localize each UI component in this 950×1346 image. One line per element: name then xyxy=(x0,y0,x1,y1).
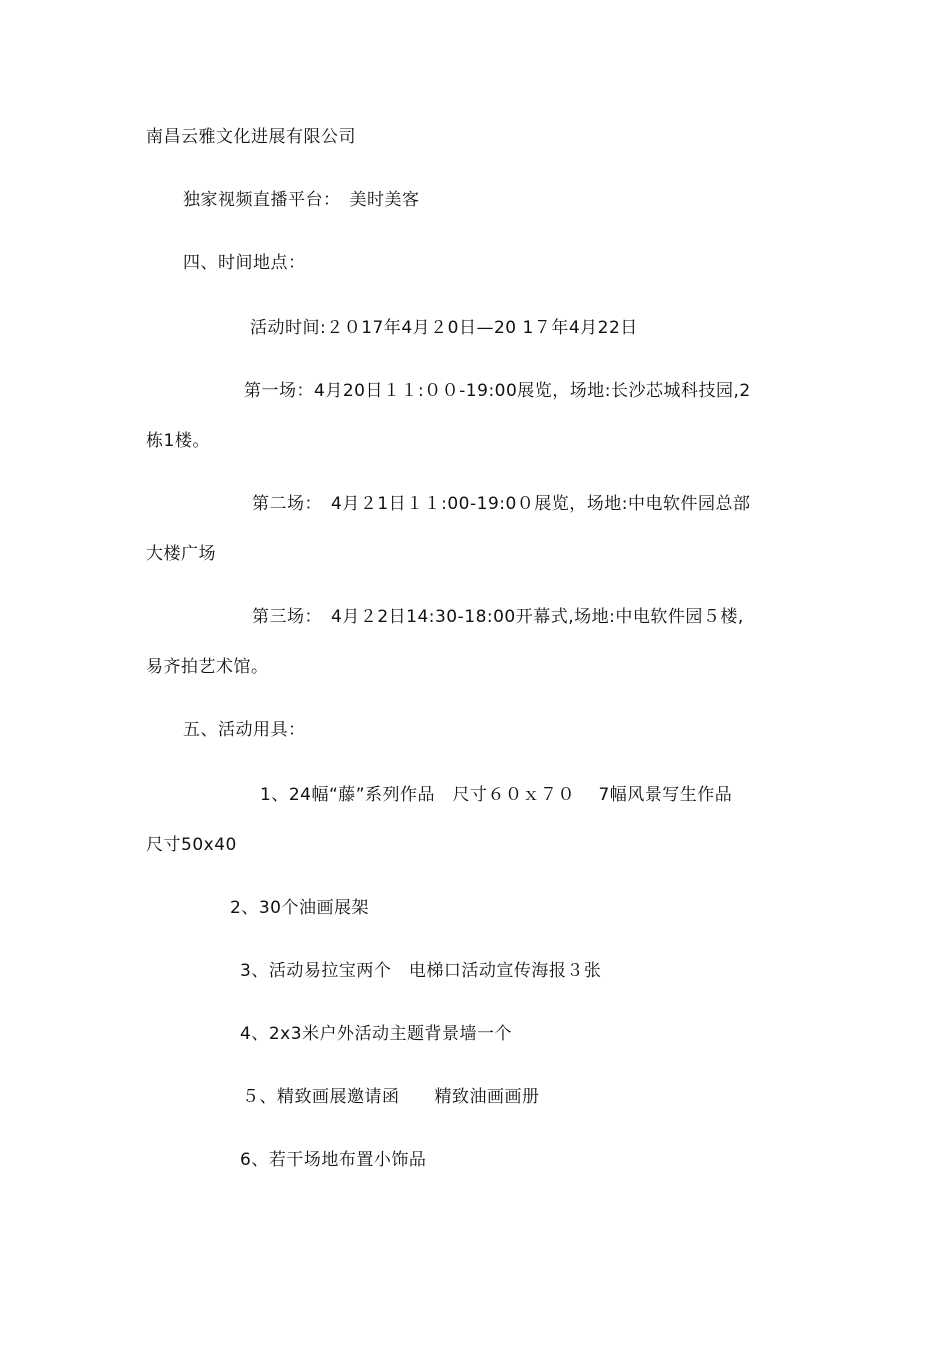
supply-item-5: ５、精致画展邀请函 精致油画画册 xyxy=(242,1087,540,1107)
supply-item-6: 6、若干场地布置小饰品 xyxy=(240,1150,427,1170)
supply-item-2: 2、30个油画展架 xyxy=(230,898,369,918)
session1-line2: 栋1楼。 xyxy=(146,431,210,451)
activity-time: 活动时间:２０17年4月２0日—20 1７年4月22日 xyxy=(250,318,638,338)
session2-line1: 第二场： 4月２1日１１:00-19:0０展览，场地:中电软件园总部 xyxy=(252,494,751,514)
section-heading-supplies: 五、活动用具： xyxy=(183,720,306,740)
supply-item-3: 3、活动易拉宝两个 电梯口活动宣传海报３张 xyxy=(240,961,602,981)
session3-line1: 第三场： 4月２2日14:30-18:00开幕式,场地:中电软件园５楼, xyxy=(252,607,744,627)
session3-line2: 易齐拍艺术馆。 xyxy=(146,657,269,677)
supply-item-4: 4、2x3米户外活动主题背景墙一个 xyxy=(240,1024,513,1044)
session2-line2: 大楼广场 xyxy=(146,544,216,564)
session1-line1: 第一场：4月20日１１:００-19:00展览，场地:长沙芯城科技园,2 xyxy=(244,381,751,401)
platform-line: 独家视频直播平台： 美时美客 xyxy=(183,190,420,210)
supply-item-1-line1: 1、24幅“藤”系列作品 尺寸６０ｘ７０ 7幅风景写生作品 xyxy=(260,785,733,805)
section-heading-time-place: 四、时间地点： xyxy=(183,253,306,273)
company-name: 南昌云雅文化进展有限公司 xyxy=(146,127,356,147)
supply-item-1-line2: 尺寸50x40 xyxy=(146,835,237,855)
